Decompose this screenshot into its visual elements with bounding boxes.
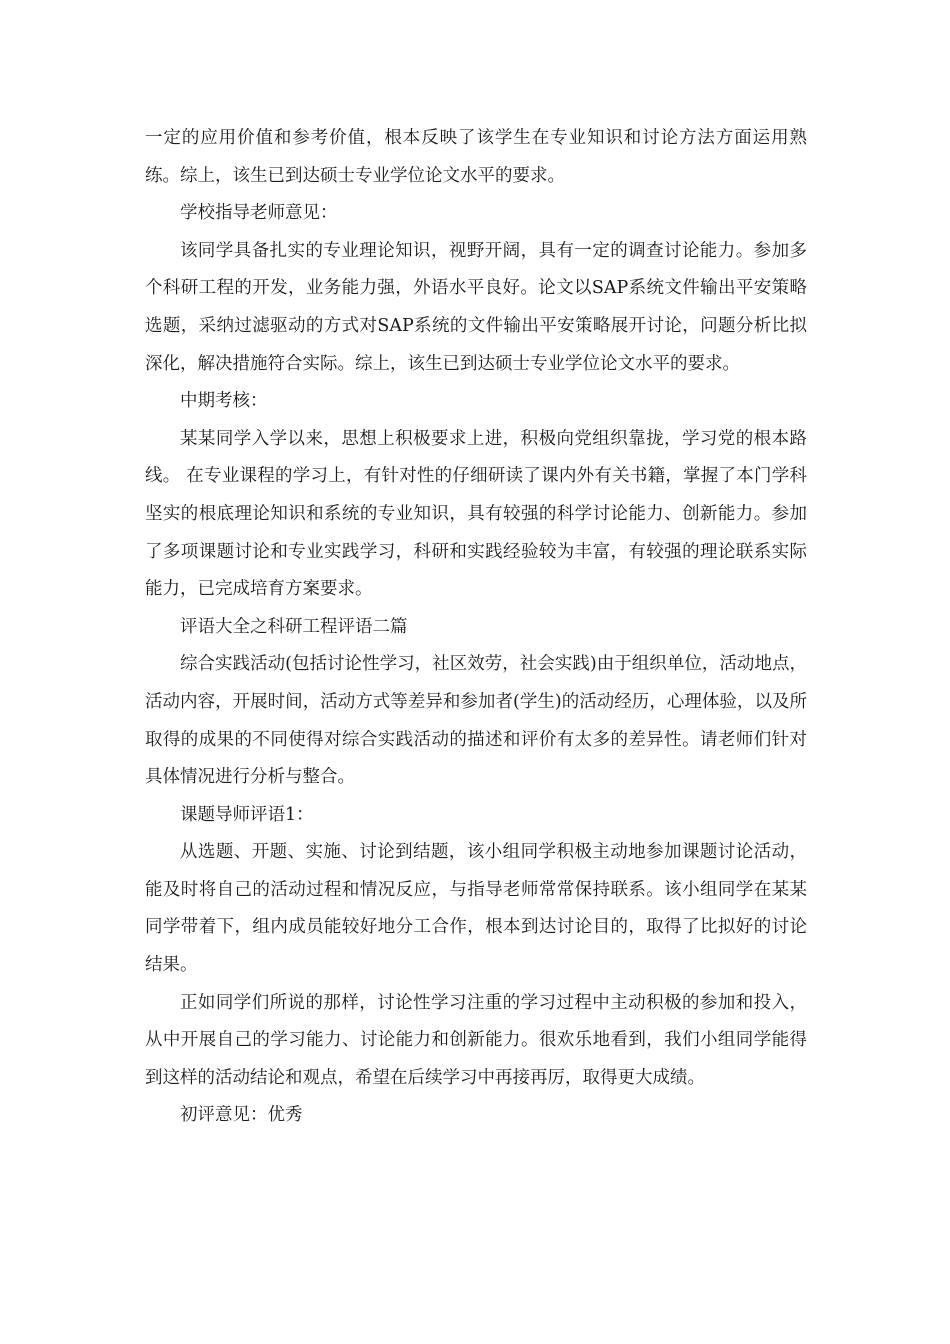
heading-school-advisor-opinion: 学校指导老师意见： (180, 203, 338, 224)
paragraph-supervisor-comment-1: 从选题、开题、实施、讨论到结题，该小组同学积极主动地参加课题讨论活动，能及时将自己的活动过程和情况反应，与指导老师常常保持联系。该小组同学在某某同学带着下，组内成员能较好地分工合作，根本到达讨论目的，取得了比拟好的讨论结果。 (145, 842, 807, 976)
paragraph-evaluation-continued: 一定的应用价值和参考价值，根本反映了该学生在专业知识和讨论方法方面运用熟练。综上，该生已到达硕士专业学位论文水平的要求。 (145, 128, 807, 186)
document-body (145, 120, 807, 1135)
heading-supervisor-comment-1: 课题导师评语1： (180, 804, 314, 825)
paragraph-midterm-assessment: 某某同学入学以来，思想上积极要求上进，积极向党组织靠拢，学习党的根本路线。 在专业课程的学习上，有针对性的仔细研读了课内外有关书籍，掌握了本门学科坚实的根底理论知识和系统的专业知识，具有较强的科学讨论能力、创新能力。参加了多项课题讨论和专业实践学习，科研和实践经验较为丰富，有较强的理论联系实际能力，已完成培育方案要求。 (145, 428, 807, 600)
heading-research-comments: 评语大全之科研工程评语二篇 (180, 616, 408, 637)
paragraph-practice-activity: 综合实践活动(包括讨论性学习，社区效劳，社会实践)由于组织单位，活动地点，活动内容，开展时间，活动方式等差异和参加者(学生)的活动经历，心理体验，以及所取得的成果的不同使得对综合实践活动的描述和评价有太多的差异性。请老师们针对具体情况进行分析与整合。 (145, 654, 807, 788)
paragraph-initial-review: 初评意见：优秀 (180, 1105, 303, 1126)
paragraph-school-advisor-opinion: 该同学具备扎实的专业理论知识，视野开阔，具有一定的调查讨论能力。参加多个科研工程的开发，业务能力强，外语水平良好。论文以SAP系统文件输出平安策略选题，采纳过滤驱动的方式对SAP系统的文件输出平安策略展开讨论，问题分析比拟深化，解决措施符合实际。综上，该生已到达硕士专业学位论文水平的要求。 (145, 240, 807, 374)
paragraph-supervisor-comment-2: 正如同学们所说的那样，讨论性学习注重的学习过程中主动积极的参加和投入，从中开展自己的学习能力、讨论能力和创新能力。很欢乐地看到，我们小组同学能得到这样的活动结论和观点，希望在后续学习中再接再厉，取得更大成绩。 (145, 992, 807, 1088)
heading-midterm-assessment: 中期考核： (180, 391, 268, 412)
